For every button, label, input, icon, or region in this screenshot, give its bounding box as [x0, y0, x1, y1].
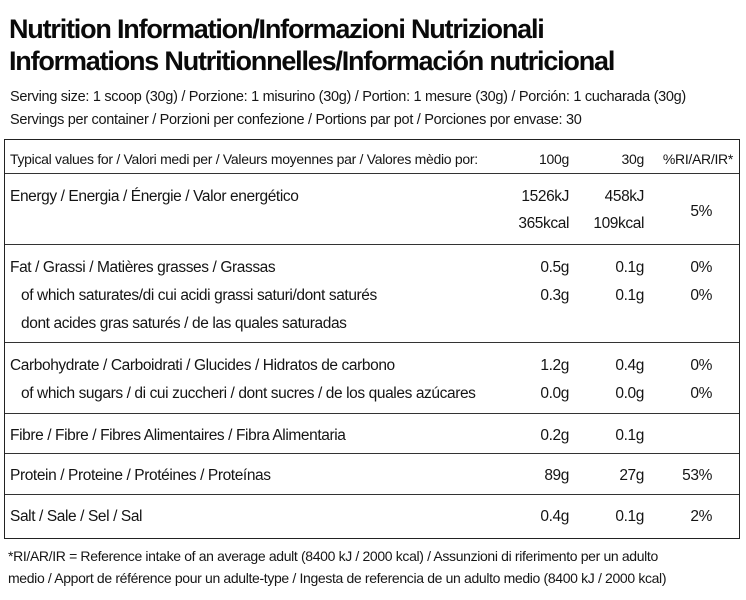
footnote-line-2: medio / Apport de référence pour un adulte-type / Ingesta de referencia de un adulto medio (8400 kJ / 2000 kcal): [8, 570, 667, 586]
servings-per-container: Servings per container / Porzioni per confezione / Portions par pot / Porciones por envase: 30: [10, 112, 582, 128]
carbs-30g: 0.4g: [615, 357, 644, 374]
saturates-ri: 0%: [690, 287, 712, 304]
fibre-30g: 0.1g: [615, 427, 644, 444]
sugars-30g: 0.0g: [615, 385, 644, 402]
protein-30g: 27g: [619, 467, 644, 484]
saturates-label-2: dont acides gras saturés / de las quales saturadas: [21, 315, 347, 332]
title-line-2: Informations Nutritionnelles/Información nutricional: [9, 46, 615, 76]
header-30g: 30g: [621, 151, 644, 167]
fibre-label: Fibre / Fibre / Fibres Alimentaires / Fibra Alimentaria: [10, 427, 346, 444]
salt-30g: 0.1g: [615, 508, 644, 525]
energy-ri: 5%: [690, 203, 712, 220]
salt-ri: 2%: [690, 508, 712, 525]
header-label: Typical values for / Valori medi per / Valeurs moyennes par / Valores mèdio por:: [10, 151, 478, 167]
carbs-label: Carbohydrate / Carboidrati / Glucides / Hidratos de carbono: [10, 357, 395, 374]
saturates-label-1: of which saturates/di cui acidi grassi saturi/dont saturés: [21, 287, 377, 304]
sugars-100g: 0.0g: [540, 385, 569, 402]
energy-kcal-30g: 109kcal: [593, 215, 644, 232]
protein-divider: [5, 494, 739, 495]
fibre-divider: [5, 453, 739, 454]
header-divider: [5, 173, 739, 174]
fibre-100g: 0.2g: [540, 427, 569, 444]
nutrition-table: [4, 139, 740, 539]
header-100g: 100g: [539, 151, 569, 167]
salt-label: Salt / Sale / Sel / Sal: [10, 508, 143, 525]
energy-kj-30g: 458kJ: [604, 188, 644, 205]
protein-ri: 53%: [682, 467, 712, 484]
energy-divider: [5, 244, 739, 245]
saturates-100g: 0.3g: [540, 287, 569, 304]
carbs-divider: [5, 413, 739, 414]
carbs-ri: 0%: [690, 357, 712, 374]
header-ri: %RI/AR/IR*: [662, 151, 733, 167]
sugars-ri: 0%: [690, 385, 712, 402]
fat-30g: 0.1g: [615, 259, 644, 276]
fat-100g: 0.5g: [540, 259, 569, 276]
title-line-1: Nutrition Information/Informazioni Nutrizionali: [9, 14, 544, 44]
serving-size: Serving size: 1 scoop (30g) / Porzione: 1 misurino (30g) / Portion: 1 mesure (30g) / Porción: 1 cucharada (30g): [10, 89, 686, 105]
footnote-line-1: *RI/AR/IR = Reference intake of an average adult (8400 kJ / 2000 kcal) / Assunzioni di riferimento per un adulto: [8, 548, 658, 564]
energy-kcal-100g: 365kcal: [518, 215, 569, 232]
salt-100g: 0.4g: [540, 508, 569, 525]
fat-label: Fat / Grassi / Matières grasses / Grassas: [10, 259, 276, 276]
protein-100g: 89g: [544, 467, 569, 484]
saturates-30g: 0.1g: [615, 287, 644, 304]
sugars-label: of which sugars / di cui zuccheri / dont sucres / de los quales azúcares: [21, 385, 476, 402]
fat-ri: 0%: [690, 259, 712, 276]
protein-label: Protein / Proteine / Protéines / Proteínas: [10, 467, 271, 484]
fat-divider: [5, 342, 739, 343]
energy-label: Energy / Energia / Énergie / Valor energético: [10, 188, 299, 205]
carbs-100g: 1.2g: [540, 357, 569, 374]
energy-kj-100g: 1526kJ: [521, 188, 569, 205]
